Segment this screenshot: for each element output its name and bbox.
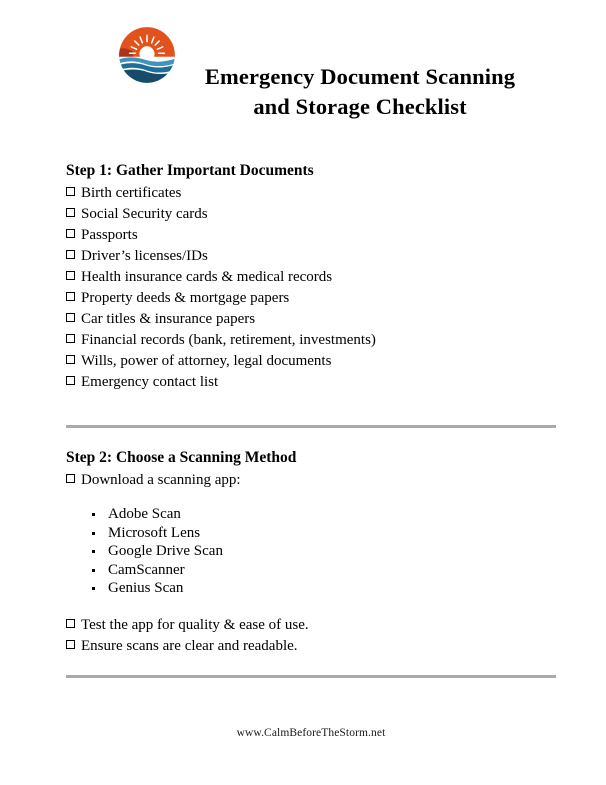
checklist-item-label: Passports <box>81 227 138 244</box>
checkbox-empty-icon[interactable] <box>66 208 75 217</box>
list-item-label: Adobe Scan <box>108 506 181 523</box>
checkbox-empty-icon[interactable] <box>66 376 75 385</box>
checklist-item-label: Download a scanning app: <box>81 472 241 489</box>
bullet-dot-icon <box>92 532 95 535</box>
checkbox-empty-icon[interactable] <box>66 313 75 322</box>
checkbox-empty-icon[interactable] <box>66 334 75 343</box>
checklist-item[interactable] <box>66 636 556 657</box>
list-item <box>92 505 556 524</box>
step-2-checklist-top <box>66 470 556 491</box>
page-title-line-1: Emergency Document Scanning <box>204 63 516 89</box>
checklist-item-label: Driver’s licenses/IDs <box>81 248 208 265</box>
list-item <box>92 542 556 561</box>
document-header <box>66 24 540 134</box>
checklist-item[interactable] <box>66 204 556 225</box>
checklist-item-label: Test the app for quality & ease of use. <box>81 616 309 633</box>
bullet-dot-icon <box>92 569 95 572</box>
footer-website[interactable]: www.CalmBeforeTheStorm.net <box>236 727 386 739</box>
step-2-checklist-bottom <box>66 615 556 657</box>
checklist-item-label: Emergency contact list <box>81 374 219 391</box>
bullet-dot-icon <box>92 513 95 516</box>
checklist-item[interactable] <box>66 470 556 491</box>
step-1-heading: Step 1: Gather Important Documents <box>66 162 314 179</box>
step-2-content <box>66 447 556 657</box>
checkbox-empty-icon[interactable] <box>66 250 75 259</box>
checklist-item[interactable] <box>66 372 556 393</box>
calm-before-the-storm-logo-icon <box>118 26 176 84</box>
list-item-label: Genius Scan <box>108 580 184 597</box>
section-divider <box>66 425 556 428</box>
checklist-item[interactable] <box>66 330 556 351</box>
checklist-item-label: Health insurance cards & medical records <box>81 269 333 286</box>
checklist-item-label: Financial records (bank, retirement, investments) <box>81 332 376 349</box>
page-title <box>176 62 540 122</box>
step-1-checklist <box>66 183 556 393</box>
section-divider <box>66 675 556 678</box>
checklist-item[interactable] <box>66 309 556 330</box>
checkbox-empty-icon[interactable] <box>66 474 75 483</box>
checklist-item-label: Social Security cards <box>81 206 208 223</box>
checklist-item[interactable] <box>66 225 556 246</box>
checkbox-empty-icon[interactable] <box>66 292 75 301</box>
checklist-item[interactable] <box>66 351 556 372</box>
checkbox-empty-icon[interactable] <box>66 271 75 280</box>
checklist-item[interactable] <box>66 246 556 267</box>
checkbox-empty-icon[interactable] <box>66 355 75 364</box>
checkbox-empty-icon[interactable] <box>66 187 75 196</box>
checklist-item-label: Property deeds & mortgage papers <box>81 290 290 307</box>
list-item <box>92 524 556 543</box>
checklist-item-label: Wills, power of attorney, legal documents <box>81 353 332 370</box>
checklist-content <box>66 160 556 393</box>
list-item-label: Google Drive Scan <box>108 543 223 560</box>
checklist-item[interactable] <box>66 288 556 309</box>
page-title-line-2: and Storage Checklist <box>253 94 467 119</box>
checkbox-empty-icon[interactable] <box>66 229 75 238</box>
checklist-item[interactable] <box>66 267 556 288</box>
checklist-item-label: Car titles & insurance papers <box>81 311 256 328</box>
list-item <box>92 561 556 580</box>
checklist-item[interactable] <box>66 615 556 636</box>
list-item <box>92 579 556 598</box>
checklist-item[interactable] <box>66 183 556 204</box>
list-item-label: CamScanner <box>108 561 185 578</box>
checklist-item-label: Ensure scans are clear and readable. <box>81 637 298 654</box>
bullet-dot-icon <box>92 587 95 590</box>
scanning-app-list <box>66 505 556 598</box>
step-2-heading: Step 2: Choose a Scanning Method <box>66 449 297 466</box>
checklist-item-label: Birth certificates <box>81 185 182 202</box>
list-item-label: Microsoft Lens <box>108 524 201 541</box>
spacer <box>66 598 556 615</box>
checkbox-empty-icon[interactable] <box>66 640 75 649</box>
bullet-dot-icon <box>92 550 95 553</box>
checkbox-empty-icon[interactable] <box>66 619 75 628</box>
